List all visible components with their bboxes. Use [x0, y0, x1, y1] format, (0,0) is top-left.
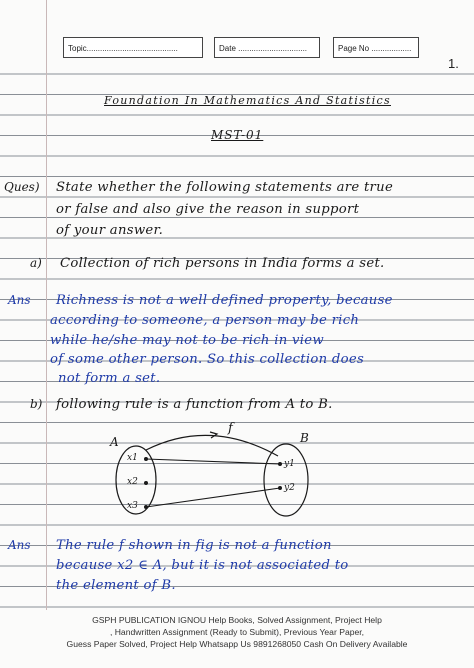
publisher-footer	[0, 614, 474, 650]
answer-a-label: Ans	[8, 293, 31, 307]
topic-field[interactable]: Topic.........................................	[63, 37, 203, 58]
answer-b-label: Ans	[8, 538, 31, 552]
element-x3: x3	[127, 501, 138, 511]
answer-b-line-2: because x2 ∈ A, but it is not associated to	[56, 558, 349, 573]
answer-a-line-2: according to someone, a person may be rich	[50, 313, 360, 328]
answer-a-line-1: Richness is not a well defined property, because	[56, 293, 393, 308]
set-b-ellipse	[264, 444, 308, 516]
answer-a-line-4: of some other person. So this collection does	[50, 352, 365, 367]
answer-b-line-3: the element of B.	[56, 578, 176, 593]
part-a-text: Collection of rich persons in India forms a set.	[60, 256, 385, 271]
function-mapping-diagram	[100, 418, 340, 526]
answer-a-line-3: while he/she may not to be rich in view	[50, 333, 324, 348]
part-b-text: following rule is a function from A to B.	[56, 397, 333, 412]
answer-a-line-5: not form a set.	[58, 371, 161, 386]
question-line-1: State whether the following statements are true	[56, 180, 394, 195]
function-arc	[146, 435, 278, 456]
function-label: f	[228, 421, 233, 436]
part-a-label: a)	[30, 256, 42, 270]
margin-line	[46, 0, 47, 610]
set-a-label: A	[110, 435, 119, 449]
footer-line-2: , Handwritten Assignment (Ready to Submit), Previous Year Paper,	[109, 627, 365, 637]
question-line-2: or false and also give the reason in support	[56, 202, 360, 217]
mapping-x1-y1	[146, 459, 280, 464]
answer-b-line-1: The rule f shown in fig is not a function	[56, 538, 332, 553]
course-code: MST-01	[211, 128, 264, 142]
footer-line-1: GSPH PUBLICATION IGNOU Help Books, Solved Assignment, Project Help	[92, 615, 382, 625]
part-b-label: b)	[30, 397, 43, 411]
point-x2	[144, 481, 148, 485]
date-field[interactable]: Date ...............................	[214, 37, 320, 58]
question-label: Ques)	[4, 180, 40, 194]
page-title: Foundation In Mathematics And Statistics	[104, 94, 391, 107]
mapping-x3-y2	[146, 488, 280, 507]
element-y2: y2	[284, 483, 295, 493]
question-line-3: of your answer.	[56, 223, 164, 238]
element-y1: y1	[284, 459, 295, 469]
page-no-field[interactable]: Page No ..................	[333, 37, 419, 58]
footer-line-3: Guess Paper Solved, Project Help Whatsapp Us 9891268050 Cash On Delivery Available	[66, 639, 408, 649]
element-x1: x1	[127, 453, 138, 463]
set-b-label: B	[300, 431, 309, 445]
element-x2: x2	[127, 477, 138, 487]
page-number: 1.	[448, 56, 459, 71]
